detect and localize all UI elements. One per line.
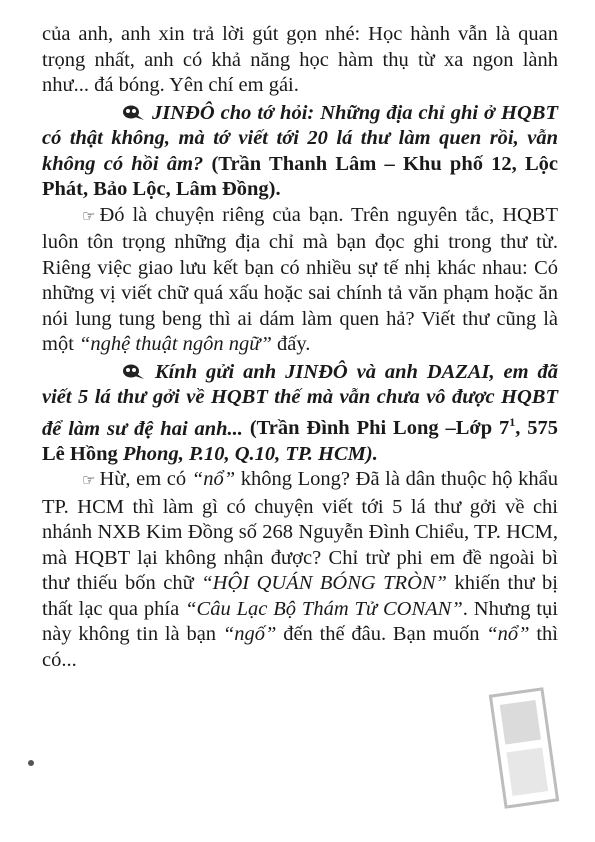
- question-2-text: JINĐÔ cho tớ hỏi: Những địa chỉ ghi ở HQBT có thật không, mà tớ viết tới 20 lá thư làm quen rồi, vẫn không có hồi âm?: [42, 101, 558, 175]
- faded-stamp-graphic: [484, 684, 564, 812]
- answer-3-quote-5: “nổ”: [486, 623, 530, 646]
- signature-part-c: Phong, P.10, Q.10, TP. HCM).: [122, 442, 378, 465]
- answer-3-text-4: . Nhưng tụi này không tin là bạn: [42, 597, 558, 646]
- answer-2-text-end: đấy.: [271, 333, 311, 355]
- signature-part-b: , 575 Lê Hồng: [42, 417, 559, 465]
- signature-part-a: (Trần Đình Phi Long –Lớp 7: [249, 417, 510, 440]
- question-2-signature: (Trần Thanh Lâm – Khu phố 12, Lộc Phát, Bảo Lộc, Lâm Đồng).: [42, 152, 559, 200]
- answer-3-quote-2: “HỘI QUÁN BÓNG TRÒN”: [201, 572, 447, 595]
- question-3-text: Kính gửi anh JINĐÔ và anh DAZAI, em đã viết 5 lá thư gởi về HQBT thế mà vẫn chưa vô được HQBT để làm sư đệ hai anh...: [42, 360, 558, 440]
- question-3: [42, 360, 558, 468]
- answer-2: [42, 203, 558, 358]
- answer-3-text-1: Hừ, em có: [99, 468, 192, 491]
- pointing-hand-icon: ☞: [82, 473, 96, 490]
- answer-3-text-6: thì có...: [42, 623, 558, 671]
- answer-3-quote-4: “ngố”: [222, 623, 277, 646]
- answer-3-quote-3: “Câu Lạc Bộ Thám Tử CONAN”: [185, 597, 463, 620]
- answer-2-text: Đó là chuyện riêng của bạn. Trên nguyên tắc, HQBT luôn tôn trọng những địa chỉ mà bạn đọc ghi trong thư từ. Riêng việc giao lưu kết bạn có nhiều sự tế nhị khác nhau: Có những vị viết chữ quá xấu hoặc sai chính tả văn phạm hoặc ăn nói lung tung beng thì ai dám làm quen hả? Viết thư cũng là một: [42, 203, 558, 355]
- answer-3-text-3: khiến thư bị thất lạc qua phía: [42, 572, 558, 620]
- answer-3-quote-1: “nổ”: [191, 468, 236, 491]
- pointing-hand-icon: ☞: [82, 208, 96, 225]
- answer-3-text-5: đến thế đâu. Bạn muốn: [276, 623, 487, 646]
- answer-3: [42, 467, 558, 673]
- speech-bubble-icon: [82, 101, 146, 127]
- answer-1-tail: của anh, anh xin trả lời gút gọn nhé: Học hành vẫn là quan trọng nhất, anh có khả năng học hàm thụ từ xa ngon lành như... đá bóng. Yên chí em gái.: [42, 23, 558, 96]
- answer-2-quote: “nghệ thuật ngôn ngữ”: [79, 333, 272, 355]
- article-body: [42, 22, 558, 673]
- speech-bubble-icon: [82, 360, 146, 386]
- signature-superscript: 1: [509, 415, 516, 430]
- question-2: [42, 101, 558, 203]
- answer-3-text-2: không Long? Đã là dân thuộc hộ khẩu TP. HCM thì làm gì có chuyện viết tới 5 lá thư gởi về chi nhánh NXB Kim Đồng số 268 Nguyễn Đình Chiểu, TP. HCM, mà HQBT lại không nhận được? Chỉ trừ phi em đề ngoài bì thư thiếu bốn chữ: [42, 468, 558, 595]
- ink-dot: [28, 760, 34, 766]
